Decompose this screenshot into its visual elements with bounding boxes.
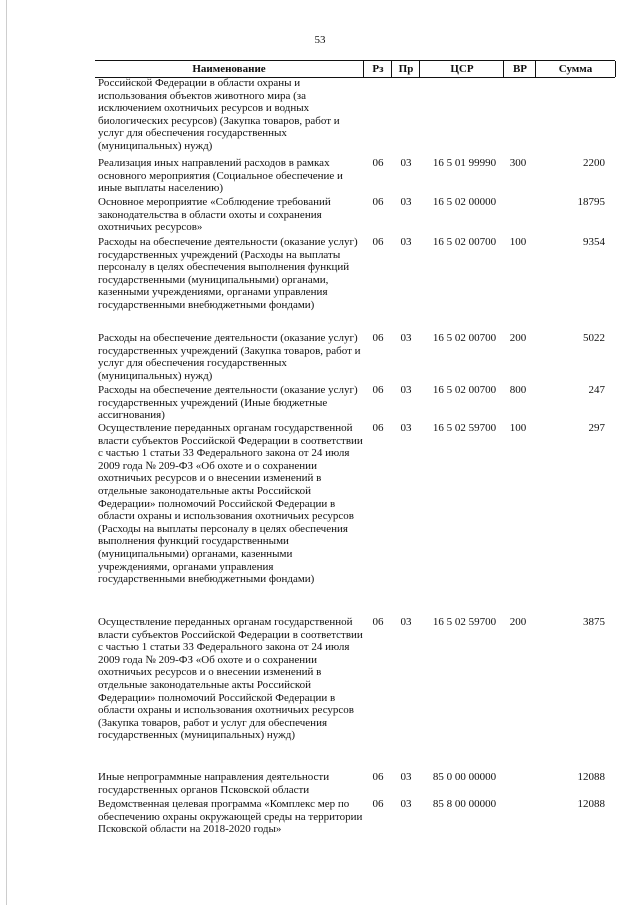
header-name: Наименование bbox=[192, 63, 266, 75]
row-csr: 16 5 02 00000 bbox=[432, 196, 497, 208]
row-vr: 200 bbox=[509, 332, 527, 344]
row-rz: 06 bbox=[372, 196, 384, 208]
row-csr: 16 5 02 59700 bbox=[432, 616, 497, 628]
row-name: Осуществление переданных органам государственной власти субъектов Российской Федерации в соответствии с частью 1 статьи 33 Федерального закона от 24 июля 2009 года № 209-ФЗ «Об охоте и о сохранении охотничьих ресурсов и о внесении изменений в отдельные законодательные акты Российской Федерации» полномочий Российской Федерации в области охраны и использования охотничьих ресурсов (Расходы на выплаты персоналу в целях обеспечения выполнения функций государственными (муниципальными) органами, казенными учреждениями, органами управления государственными внебюджетными фондами) bbox=[98, 422, 363, 586]
header-csr: ЦСР bbox=[419, 61, 504, 77]
row-name: Российской Федерации в области охраны и использования объектов животного мира (за исключением охотничьих ресурсов и водных биологических ресурсов) (Закупка товаров, работ и услуг для обеспечения государственных (муниципальных) нужд) bbox=[98, 77, 340, 152]
header-rz: Рз bbox=[363, 61, 392, 77]
row-sum: 12088 bbox=[577, 771, 605, 783]
row-name: Реализация иных направлений расходов в рамках основного мероприятия (Социальное обеспечение и иные выплаты населению) bbox=[98, 157, 343, 195]
row-name: Расходы на обеспечение деятельности (оказание услуг) государственных учреждений (Расходы на выплаты персоналу в целях обеспечения выполнения функций государственными (муниципальными) органами, казенными учреждениями, органами управления государственными внебюджетными фондами) bbox=[98, 236, 358, 311]
header-pr: Пр bbox=[391, 61, 420, 77]
row-name: Расходы на обеспечение деятельности (оказание услуг) государственных учреждений (Иные бюджетные ассигнования) bbox=[98, 384, 358, 422]
table-header bbox=[95, 60, 615, 78]
row-pr: 03 bbox=[400, 771, 412, 783]
row-name: Ведомственная целевая программа «Комплекс мер по обеспечению охраны окружающей среды на территории Псковской области на 2018-2020 годы» bbox=[98, 798, 363, 836]
row-csr: 16 5 02 59700 bbox=[432, 422, 497, 434]
row-rz: 06 bbox=[372, 616, 384, 628]
row-rz: 06 bbox=[372, 157, 384, 169]
header-sum: Сумма bbox=[535, 61, 616, 77]
row-pr: 03 bbox=[400, 422, 412, 434]
row-name: Осуществление переданных органам государственной власти субъектов Российской Федерации в соответствии с частью 1 статьи 33 Федерального закона от 24 июля 2009 года № 209-ФЗ «Об охоте и о сохранении охотничьих ресурсов и о внесении изменений в отдельные законодательные акты Российской Федерации» полномочий Российской Федерации в области охраны и использования охотничьих ресурсов (Закупка товаров, работ и услуг для обеспечения государственных (муниципальных) нужд) bbox=[98, 616, 363, 742]
header-vr: ВР bbox=[503, 61, 536, 77]
row-csr: 16 5 02 00700 bbox=[432, 236, 497, 248]
row-pr: 03 bbox=[400, 616, 412, 628]
row-rz: 06 bbox=[372, 236, 384, 248]
row-pr: 03 bbox=[400, 236, 412, 248]
row-csr: 16 5 01 99990 bbox=[432, 157, 497, 169]
row-vr: 100 bbox=[509, 236, 527, 248]
row-vr: 100 bbox=[509, 422, 527, 434]
row-pr: 03 bbox=[400, 384, 412, 396]
row-csr: 85 0 00 00000 bbox=[432, 771, 497, 783]
row-csr: 16 5 02 00700 bbox=[432, 332, 497, 344]
row-sum: 12088 bbox=[577, 798, 605, 810]
row-pr: 03 bbox=[400, 798, 412, 810]
row-pr: 03 bbox=[400, 196, 412, 208]
row-vr: 200 bbox=[509, 616, 527, 628]
row-name: Основное мероприятие «Соблюдение требований законодательства в области охоты и сохранения охотничьих ресурсов» bbox=[98, 196, 331, 234]
row-sum: 18795 bbox=[577, 196, 605, 208]
row-vr: 800 bbox=[509, 384, 527, 396]
row-pr: 03 bbox=[400, 157, 412, 169]
row-rz: 06 bbox=[372, 332, 384, 344]
row-rz: 06 bbox=[372, 384, 384, 396]
row-vr: 300 bbox=[509, 157, 527, 169]
row-csr: 85 8 00 00000 bbox=[432, 798, 497, 810]
row-csr: 16 5 02 00700 bbox=[432, 384, 497, 396]
row-rz: 06 bbox=[372, 422, 384, 434]
scan-edge bbox=[6, 0, 7, 905]
row-pr: 03 bbox=[400, 332, 412, 344]
row-sum: 5022 bbox=[583, 332, 605, 344]
row-sum: 297 bbox=[588, 422, 605, 434]
row-sum: 9354 bbox=[583, 236, 605, 248]
page-number: 53 bbox=[314, 34, 326, 46]
row-sum: 2200 bbox=[583, 157, 605, 169]
row-name: Иные непрограммные направления деятельности государственных органов Псковской области bbox=[98, 771, 330, 796]
row-name: Расходы на обеспечение деятельности (оказание услуг) государственных учреждений (Закупка товаров, работ и услуг для обеспечения государственных (муниципальных) нужд) bbox=[98, 332, 361, 382]
row-rz: 06 bbox=[372, 771, 384, 783]
row-sum: 3875 bbox=[583, 616, 605, 628]
row-rz: 06 bbox=[372, 798, 384, 810]
row-sum: 247 bbox=[588, 384, 605, 396]
